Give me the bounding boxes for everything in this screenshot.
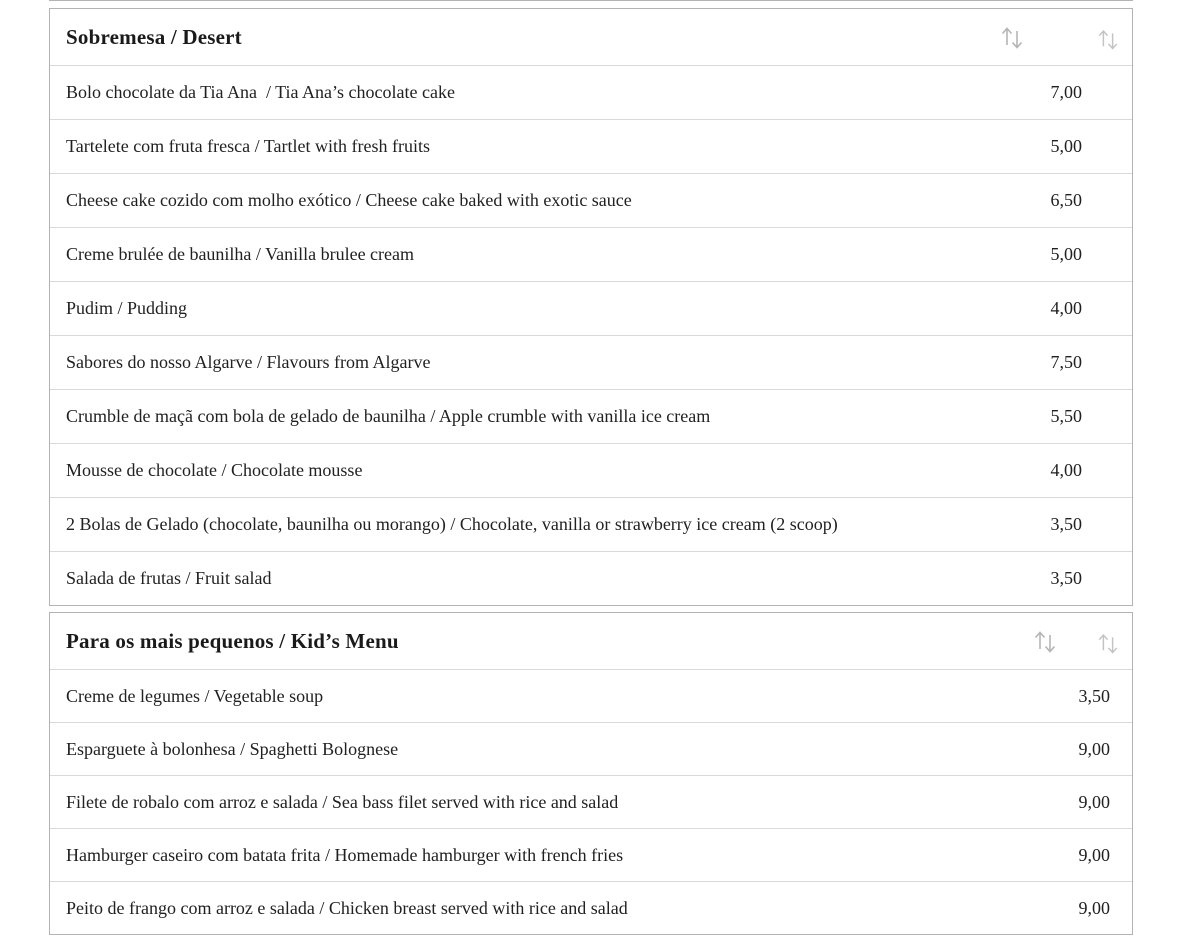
kids-price-header-cell bbox=[1064, 628, 1132, 655]
item-name: Cheese cake cozido com molho exótico / Cheese cake baked with exotic sauce bbox=[66, 190, 632, 210]
item-name: Salada de frutas / Fruit salad bbox=[66, 568, 272, 588]
menu-item-row bbox=[50, 227, 1132, 281]
menu-item-row bbox=[50, 173, 1132, 227]
item-name: Esparguete à bolonhesa / Spaghetti Bolognese bbox=[66, 738, 399, 759]
item-name: Peito de frango com arroz e salada / Chicken breast served with rice and salad bbox=[66, 897, 628, 918]
menu-item-row bbox=[50, 443, 1132, 497]
item-price: 9,00 bbox=[1078, 791, 1110, 812]
item-price: 3,50 bbox=[1078, 685, 1110, 706]
dessert-table-header bbox=[50, 9, 1132, 65]
item-price: 9,00 bbox=[1078, 897, 1110, 918]
dessert-price-header-cell bbox=[1029, 24, 1132, 51]
item-price: 7,50 bbox=[1050, 352, 1082, 372]
sort-arrows-icon[interactable] bbox=[1097, 630, 1119, 655]
section-title: Para os mais pequenos / Kid’s Menu bbox=[66, 628, 399, 653]
item-price: 4,00 bbox=[1050, 460, 1082, 480]
kids-title-cell bbox=[50, 628, 1064, 655]
menu-item-row bbox=[50, 497, 1132, 551]
menu-item-row bbox=[50, 335, 1132, 389]
sort-arrows-icon[interactable] bbox=[1000, 24, 1024, 51]
item-name: Sabores do nosso Algarve / Flavours from Algarve bbox=[66, 352, 431, 372]
item-name: Bolo chocolate da Tia Ana / Tia Ana’s chocolate cake bbox=[66, 82, 455, 102]
item-name: Creme de legumes / Vegetable soup bbox=[66, 685, 324, 706]
item-price: 7,00 bbox=[1050, 82, 1082, 102]
item-price: 9,00 bbox=[1078, 844, 1110, 865]
item-price: 3,50 bbox=[1050, 568, 1082, 588]
item-price: 5,00 bbox=[1050, 136, 1082, 156]
kids-menu-table bbox=[49, 612, 1133, 935]
dessert-title-cell bbox=[50, 24, 1029, 51]
item-name: Pudim / Pudding bbox=[66, 298, 188, 318]
item-name: 2 Bolas de Gelado (chocolate, baunilha ou morango) / Chocolate, vanilla or strawberry ice cream (2 scoop) bbox=[66, 514, 838, 534]
menu-item-row bbox=[50, 551, 1132, 605]
item-price: 6,50 bbox=[1050, 190, 1082, 210]
item-price: 9,00 bbox=[1078, 738, 1110, 759]
item-price: 5,50 bbox=[1050, 406, 1082, 426]
item-name: Mousse de chocolate / Chocolate mousse bbox=[66, 460, 363, 480]
menu-item-row bbox=[50, 828, 1132, 881]
item-price: 4,00 bbox=[1050, 298, 1082, 318]
sort-arrows-icon[interactable] bbox=[1033, 628, 1057, 655]
item-name: Creme brulée de baunilha / Vanilla brulee cream bbox=[66, 244, 415, 264]
item-price: 3,50 bbox=[1050, 514, 1082, 534]
menu-item-row bbox=[50, 65, 1132, 119]
menu-item-row bbox=[50, 669, 1132, 722]
item-price: 5,00 bbox=[1050, 244, 1082, 264]
sort-arrows-icon[interactable] bbox=[1097, 26, 1119, 51]
previous-table-bottom-edge bbox=[49, 0, 1133, 1]
menu-page bbox=[49, 0, 1133, 935]
dessert-menu-table bbox=[49, 8, 1133, 606]
menu-item-row bbox=[50, 281, 1132, 335]
kids-table-header bbox=[50, 613, 1132, 669]
item-name: Hamburger caseiro com batata frita / Homemade hamburger with french fries bbox=[66, 844, 624, 865]
menu-item-row bbox=[50, 722, 1132, 775]
menu-item-row bbox=[50, 775, 1132, 828]
item-name: Filete de robalo com arroz e salada / Sea bass filet served with rice and salad bbox=[66, 791, 619, 812]
item-name: Crumble de maçã com bola de gelado de baunilha / Apple crumble with vanilla ice cream bbox=[66, 406, 711, 426]
menu-item-row bbox=[50, 881, 1132, 934]
section-title: Sobremesa / Desert bbox=[66, 24, 242, 49]
item-name: Tartelete com fruta fresca / Tartlet with fresh fruits bbox=[66, 136, 430, 156]
menu-item-row bbox=[50, 119, 1132, 173]
menu-item-row bbox=[50, 389, 1132, 443]
